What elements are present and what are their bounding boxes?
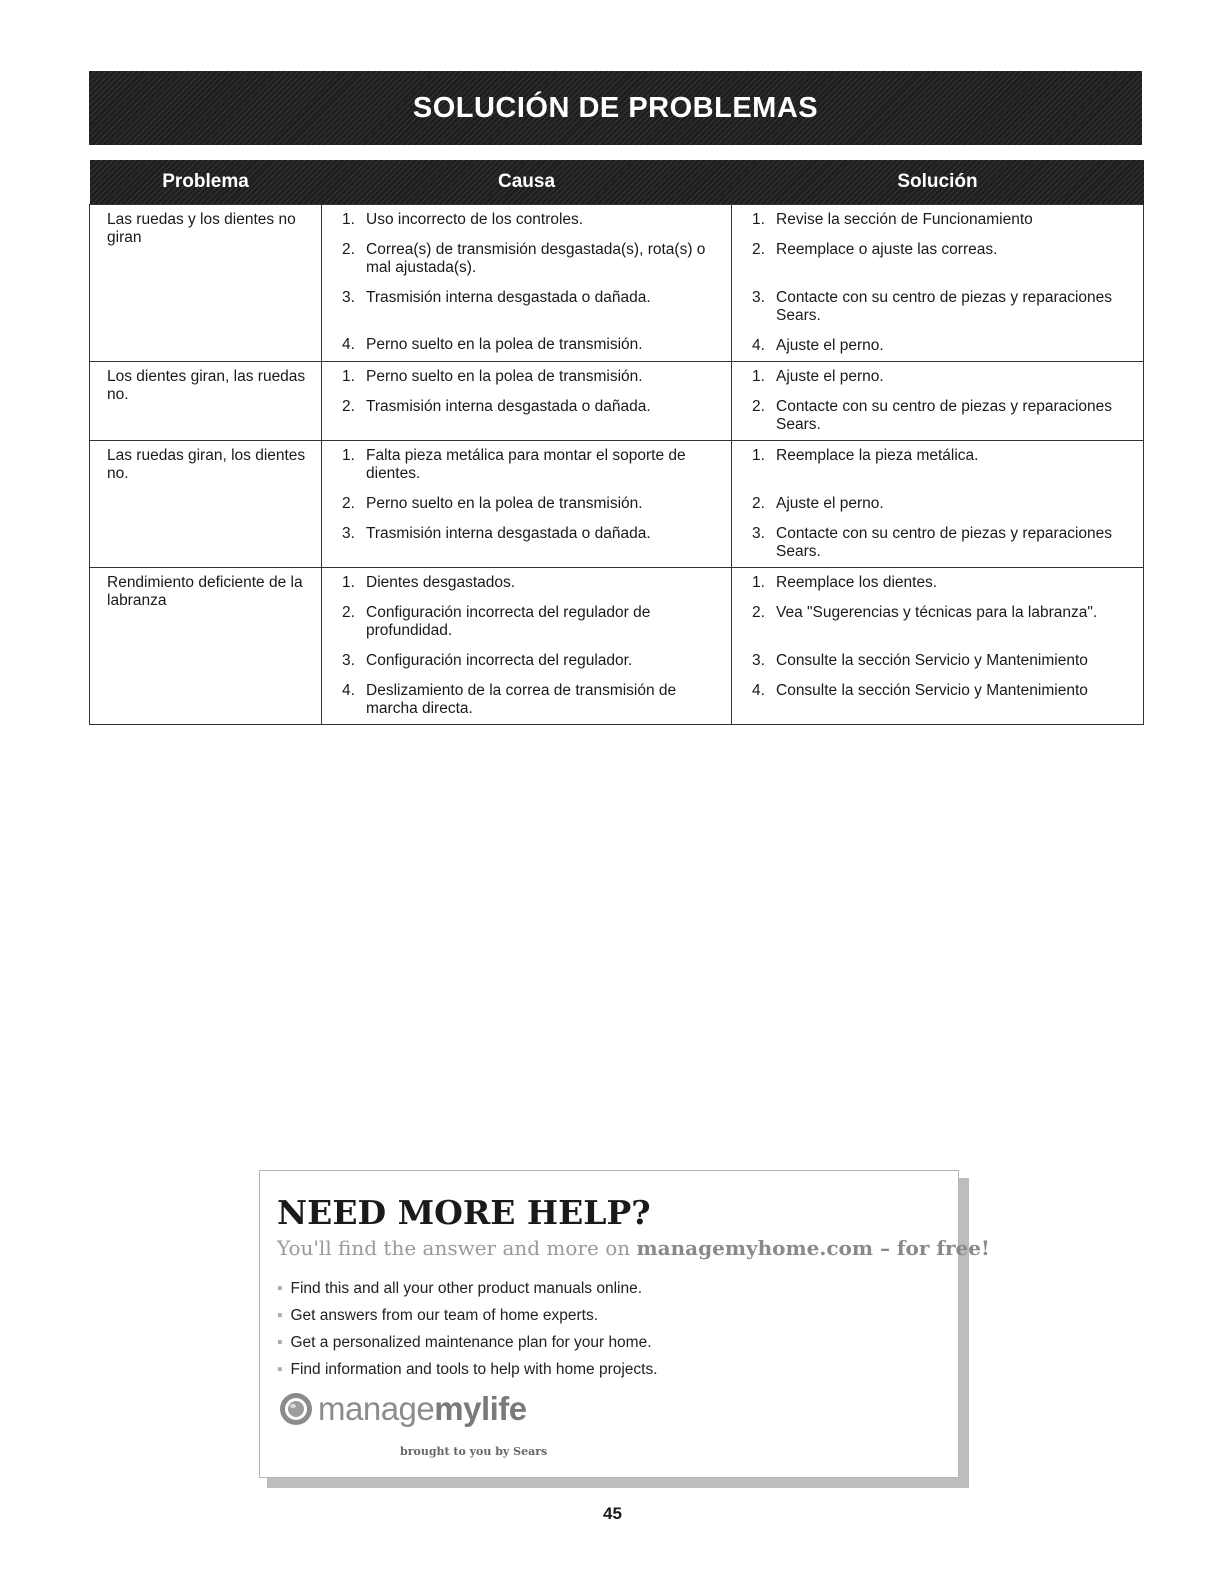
bullet-icon: ▪ — [277, 1307, 283, 1324]
logo-wordmark: managemylife — [318, 1390, 527, 1427]
solution-cell — [732, 568, 1144, 725]
help-bullet-list — [277, 1275, 658, 1383]
list-item: 4. Deslizamiento de la correa de transmisión de marcha directa. — [342, 682, 677, 717]
help-website-link: managemyhome.com – for free! — [636, 1236, 990, 1260]
list-item: 2. Correa(s) de transmisión desgastada(s), rota(s) o mal ajustada(s). — [342, 241, 706, 276]
globe-icon — [278, 1391, 314, 1427]
list-item: 1. Dientes desgastados. — [342, 574, 516, 591]
list-item: 2. Ajuste el perno. — [752, 495, 884, 512]
page-title: SOLUCIÓN DE PROBLEMAS — [412, 91, 819, 124]
list-item: 1. Revise la sección de Funcionamiento — [752, 211, 1033, 228]
column-header-problem: Problema — [162, 171, 249, 192]
list-item: 2. Configuración incorrecta del regulador de profundidad. — [342, 604, 651, 639]
list-item: ▪ Get a personalized maintenance plan for your home. — [277, 1334, 652, 1351]
list-item: 1. Uso incorrecto de los controles. — [342, 211, 584, 228]
solution-cell — [732, 362, 1144, 441]
table-row — [90, 205, 1144, 362]
column-header-solution: Solución — [897, 171, 978, 192]
managemylife-logo — [278, 1390, 527, 1428]
sears-tagline: brought to you by Sears — [400, 1445, 548, 1458]
solution-cell — [732, 205, 1144, 362]
list-item: 1. Falta pieza metálica para montar el soporte de dientes. — [342, 447, 686, 482]
help-box — [259, 1170, 990, 1478]
cause-cell — [322, 205, 732, 362]
list-item: 2. Perno suelto en la polea de transmisión. — [342, 495, 643, 512]
list-item: 4. Consulte la sección Servicio y Mantenimiento — [752, 682, 1088, 699]
list-item: 3. Configuración incorrecta del regulador. — [342, 652, 633, 669]
help-subtitle-prefix: You'll find the answer and more on — [277, 1236, 631, 1260]
list-item: 3. Trasmisión interna desgastada o dañada. — [342, 525, 651, 542]
problem-cell: Los dientes giran, las ruedas no. — [90, 362, 322, 441]
help-box-shadow — [267, 1477, 969, 1488]
page-title-banner — [89, 71, 1142, 145]
list-item: ▪ Get answers from our team of home experts. — [277, 1307, 599, 1324]
cause-cell — [322, 568, 732, 725]
help-box-shadow — [958, 1178, 969, 1488]
solution-cell — [732, 441, 1144, 568]
problem-cell: Las ruedas giran, los dientes no. — [90, 441, 322, 568]
cause-cell — [322, 362, 732, 441]
cause-cell — [322, 441, 732, 568]
table-row — [90, 362, 1144, 441]
table-header-row — [90, 160, 1144, 205]
list-item: 2. Vea "Sugerencias y técnicas para la labranza". — [752, 604, 1098, 621]
help-title: NEED MORE HELP? — [277, 1193, 651, 1232]
bullet-icon: ▪ — [277, 1280, 283, 1297]
list-item: ▪ Find information and tools to help with home projects. — [277, 1361, 658, 1378]
table-row — [90, 568, 1144, 725]
list-item: 3. Contacte con su centro de piezas y reparaciones Sears. — [752, 525, 1113, 560]
list-item: 1. Reemplace los dientes. — [752, 574, 938, 591]
list-item: 1. Perno suelto en la polea de transmisión. — [342, 368, 643, 385]
list-item: ▪ Find this and all your other product manuals online. — [277, 1280, 643, 1297]
column-header-cause: Causa — [497, 171, 556, 192]
problem-cell: Las ruedas y los dientes no giran — [90, 205, 322, 362]
problem-cell: Rendimiento deficiente de la labranza — [90, 568, 322, 725]
page-number: 45 — [603, 1504, 622, 1523]
list-item: 4. Perno suelto en la polea de transmisión. — [342, 336, 643, 353]
list-item: 1. Ajuste el perno. — [752, 368, 884, 385]
table-row — [90, 441, 1144, 568]
list-item: 1. Reemplace la pieza metálica. — [752, 447, 979, 464]
list-item: 4. Ajuste el perno. — [752, 337, 884, 354]
list-item: 3. Contacte con su centro de piezas y reparaciones Sears. — [752, 289, 1113, 324]
troubleshooting-table — [89, 160, 1144, 725]
list-item: 2. Contacte con su centro de piezas y reparaciones Sears. — [752, 398, 1113, 433]
list-item: 3. Consulte la sección Servicio y Mantenimiento — [752, 652, 1088, 669]
bullet-icon: ▪ — [277, 1361, 283, 1378]
list-item: 2. Trasmisión interna desgastada o dañada. — [342, 398, 651, 415]
bullet-icon: ▪ — [277, 1334, 283, 1351]
list-item: 3. Trasmisión interna desgastada o dañada. — [342, 289, 651, 306]
list-item: 2. Reemplace o ajuste las correas. — [752, 241, 998, 258]
help-subtitle — [277, 1236, 990, 1260]
